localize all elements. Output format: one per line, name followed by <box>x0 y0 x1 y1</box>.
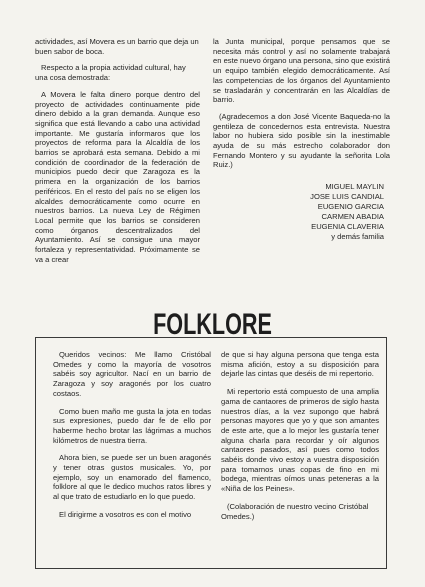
signature-line: EUGENIO GARCIA <box>317 202 384 211</box>
paragraph: Como buen maño me gusta la jota en todas sus expresiones, puedo dar fe de ello por haberme hecho brotar las lágrimas a muchos kilómetros de nuestra tierra. <box>53 406 211 445</box>
signature-line: y demás familia <box>331 232 384 241</box>
paragraph: (Agradecemos a don José Vicente Baqueda-no la gentileza de concedernos esta entrevista. Nuestra labor no hubiera sido posible sin la inestimable ayuda de su más estrecho colaborador don Fernando Montero y su ayudante la señorita Lola Ruiz.) <box>213 111 390 170</box>
paragraph: de que si hay alguna persona que tenga esta misma afición, estoy a su disposición para dejarle las cintas que deséis de mi repertorio. <box>221 350 379 379</box>
box-right-column <box>221 350 379 529</box>
paragraph: A Movera le falta dinero porque dentro del proyecto de actividades continuamente pide dinero debido a la gran demanda. Aunque eso significa que está llevando a cabo una actividad importante. Me gustaría informaros que los proyectos de reforma para la Alcaldía de los barrios se aprobará esta semana. Debido a mi condición de coordinador de la federación de municipios puedo decir que Zaragoza es la primera en la organización de los barrios periféricos. En el resto del país no se eligen los alcaldes democráticamente como ocurre en nuestros barrios. La nueva Ley de Régimen Local permite que los barrios se consideren como órganos descentralizados del Ayuntamiento. Así se consigue una mayor fortaleza y representatividad. Próximamente se va a crear <box>35 89 200 264</box>
paragraph: Mi repertorio está compuesto de una amplia gama de cantaores de primeros de siglo hasta nuestros días, a la vez supongo que habrá personas mayores que yo y que son amantes de este arte, que a lo mejor les gustaría tener alguna charla para recordar y oír algunos cantaores pasados, así pues como todos sabéis donde vivo estoy a vuestra disposición para tomarnos unas copas de fino en mi bodega, mientras oímos unas peteneras a la «Niña de los Peines». <box>221 387 379 494</box>
top-right-column <box>213 37 390 177</box>
box-left-column <box>53 350 211 528</box>
paragraph: El dirigirme a vosotros es con el motivo <box>59 509 192 519</box>
signature-line: JOSE LUIS CANDIAL <box>310 192 384 201</box>
paragraph: Queridos vecinos: Me llamo Cristóbal Omedes y como la mayoría de vosotros sabéis soy agricultor. Nací en un barrio de Zaragoza y soy aragonés por los cuatro costaos. <box>53 350 211 398</box>
paragraph: actividades, así Movera es un barrio que deja un buen sabor de boca. <box>35 37 199 56</box>
signature-line: MIGUEL MAYLIN <box>325 182 384 191</box>
signature-line: CARMEN ABADIA <box>321 212 384 221</box>
section-title: FOLKLORE <box>153 308 272 341</box>
top-left-column <box>35 37 200 271</box>
paragraph: (Colaboración de nuestro vecino Cristóbal Omedes.) <box>221 501 369 521</box>
signature-block <box>214 182 384 242</box>
paragraph: Respecto a la propia actividad cultural, hay una cosa demostrada: <box>35 63 186 83</box>
signature-line: EUGENIA CLAVERIA <box>311 222 384 231</box>
paragraph: la Junta municipal, porque pensamos que se necesita más control y así no solamente trabajará en este nuevo órgano una persona, sino que existirá un equipo también elegido democráticamente. Así las competencias de los órganos del Ayuntamiento se trasladarán y concentrarán en las Alcaldías de barrio. <box>213 37 390 105</box>
paragraph: Ahora bien, se puede ser un buen aragonés y tener otras gustos musicales. Yo, por ejemplo, soy un enamorado del flamenco, folklore al que le dedico muchos ratos libres y al que trato de estudiarlo en lo que puedo. <box>53 453 211 502</box>
